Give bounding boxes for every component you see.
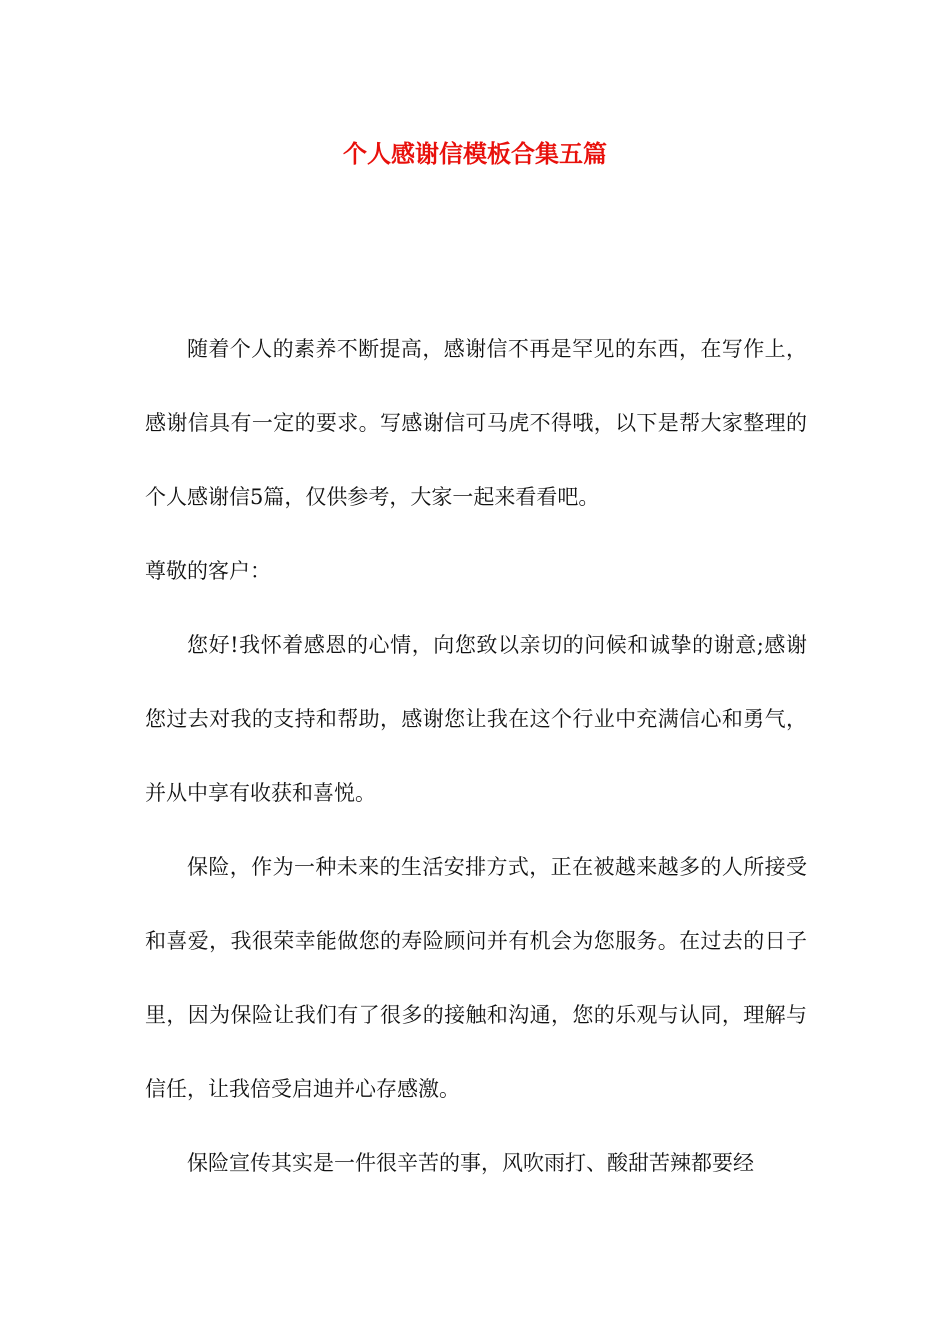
intro-paragraph: 随着个人的素养不断提高，感谢信不再是罕见的东西，在写作上，感谢信具有一定的要求。写感谢信可马虎不得哦，以下是帮大家整理的个人感谢信5篇，仅供参考，大家一起来看看吧。 xyxy=(145,337,807,509)
promotion-paragraph: 保险宣传其实是一件很辛苦的事，风吹雨打、酸甜苦辣都要经 xyxy=(187,1151,754,1175)
greeting-paragraph: 您好!我怀着感恩的心情，向您致以亲切的问候和诚挚的谢意;感谢您过去对我的支持和帮助，感谢您让我在这个行业中充满信心和勇气，并从中享有收获和喜悦。 xyxy=(145,633,807,805)
insurance-paragraph: 保险，作为一种未来的生活安排方式，正在被越来越多的人所接受和喜爱，我很荣幸能做您的寿险顾问并有机会为您服务。在过去的日子里，因为保险让我们有了很多的接触和沟通，您的乐观与认同，理解与信任，让我倍受启迪并心存感激。 xyxy=(145,855,807,1101)
document-title: 个人感谢信模板合集五篇 xyxy=(343,139,607,168)
document-body xyxy=(145,312,807,1200)
salutation: 尊敬的客户： xyxy=(145,559,271,583)
